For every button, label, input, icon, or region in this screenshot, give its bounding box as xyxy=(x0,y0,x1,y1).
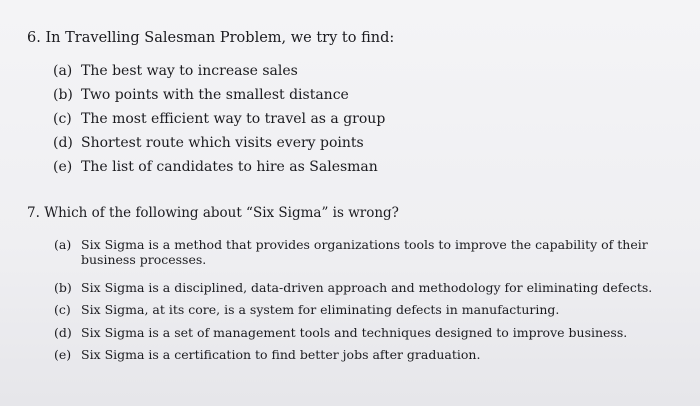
option-text: Six Sigma is a set of management tools and techniques designed to improve business. xyxy=(81,325,628,340)
option-label: (d) xyxy=(53,135,73,151)
option-text: Six Sigma is a certification to find better jobs after graduation. xyxy=(81,347,481,362)
question-6-option-c xyxy=(53,110,385,128)
option-label: (b) xyxy=(53,87,73,103)
option-label: (a) xyxy=(54,237,72,252)
question-6-option-b xyxy=(53,86,349,104)
question-6-number: 6. xyxy=(27,30,41,46)
question-6-text: In Travelling Salesman Problem, we try to find: xyxy=(45,30,395,46)
option-text: Six Sigma, at its core, is a system for eliminating defects in manufacturing. xyxy=(81,302,560,317)
question-7-text: Which of the following about “Six Sigma” is wrong? xyxy=(44,205,399,221)
option-text: Two points with the smallest distance xyxy=(81,87,349,103)
question-6-option-e xyxy=(53,158,378,176)
option-label: (d) xyxy=(54,325,72,340)
option-text: Shortest route which visits every points xyxy=(81,135,364,151)
question-7 xyxy=(27,204,399,222)
option-label: (a) xyxy=(53,63,73,79)
question-7-option-e xyxy=(54,347,480,362)
question-6-title xyxy=(27,29,394,47)
question-7-option-d xyxy=(54,325,627,340)
question-7-option-a xyxy=(54,237,681,267)
question-7-number: 7. xyxy=(27,205,40,221)
question-6-option-d xyxy=(53,134,364,152)
option-text: The list of candidates to hire as Salesman xyxy=(81,159,378,175)
option-text: The best way to increase sales xyxy=(81,63,298,79)
option-label: (e) xyxy=(53,159,73,175)
question-6-option-a xyxy=(53,62,298,80)
option-label: (e) xyxy=(54,347,72,362)
question-7-option-c xyxy=(54,302,559,317)
option-label: (c) xyxy=(54,302,71,317)
option-label: (b) xyxy=(54,280,72,295)
option-label: (c) xyxy=(53,111,72,127)
question-6 xyxy=(27,29,394,47)
question-7-title xyxy=(27,204,399,222)
question-7-option-b xyxy=(54,280,652,295)
option-text: The most efficient way to travel as a group xyxy=(81,111,386,127)
option-text: Six Sigma is a disciplined, data-driven approach and methodology for eliminating defects. xyxy=(81,280,653,295)
option-text: Six Sigma is a method that provides organizations tools to improve the capability of their business processes. xyxy=(81,237,648,267)
